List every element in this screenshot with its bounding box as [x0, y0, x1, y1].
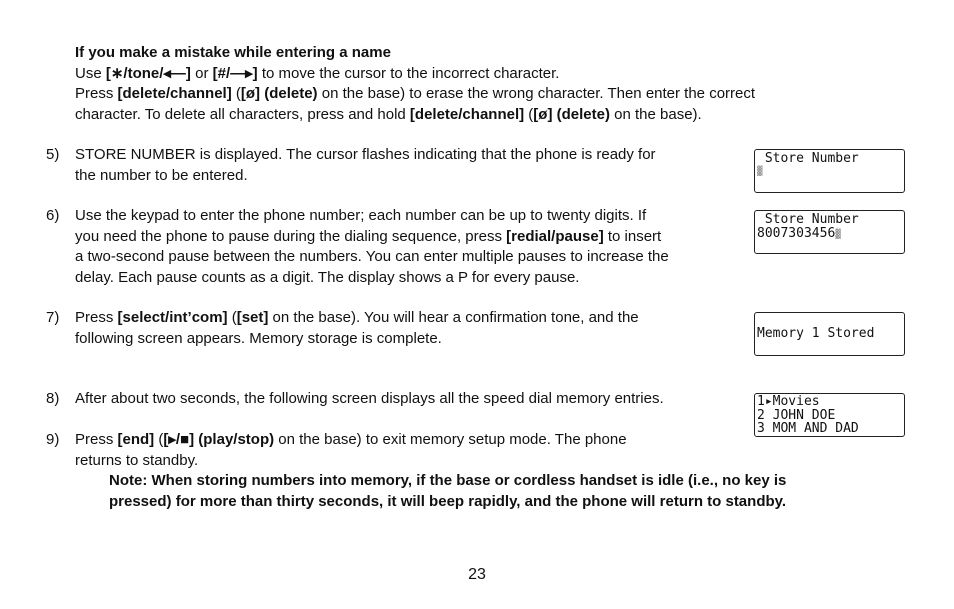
mistake-line-3: character. To delete all characters, press and hold [delete/channel] ([ø] (delete) on the base). — [75, 105, 702, 123]
cursor-icon: ▓ — [757, 166, 763, 177]
step-text: After about two seconds, the following screen displays all the speed dial memory entries. — [75, 390, 664, 407]
note-line: pressed) for more than thirty seconds, it will beep rapidly, and the phone will return to standby. — [109, 492, 787, 510]
note-line: Note: When storing numbers into memory, if the base or cordless handset is idle (i.e., no key is — [109, 472, 787, 489]
mistake-section — [75, 43, 755, 125]
mistake-heading: If you make a mistake while entering a name — [75, 44, 391, 61]
step-7 — [46, 308, 746, 349]
step-text: Press [end] ([▸/■] (play/stop) on the base) to exit memory setup mode. The phone — [75, 431, 627, 448]
step-number: 8) — [46, 390, 60, 407]
lcd-memory-stored: Memory 1 Stored — [754, 312, 905, 356]
step-text: Use the keypad to enter the phone number; each number can be up to twenty digits. If — [75, 207, 647, 224]
step-text: the number to be entered. — [75, 166, 248, 184]
cursor-icon: ▓ — [835, 229, 841, 240]
step-text: Press [select/int’com] ([set] on the base). You will hear a confirmation tone, and the — [75, 309, 639, 326]
note — [109, 471, 909, 512]
step-text: STORE NUMBER is displayed. The cursor flashes indicating that the phone is ready for — [75, 146, 656, 163]
step-number: 9) — [46, 431, 60, 448]
step-number: 6) — [46, 207, 60, 224]
step-number: 5) — [46, 146, 60, 163]
step-text: you need the phone to pause during the dialing sequence, press [redial/pause] to insert — [75, 227, 662, 245]
step-5 — [46, 145, 746, 186]
lcd-memory-list: 1▸Movies 2 JOHN DOE 3 MOM AND DAD — [754, 393, 905, 437]
step-text: following screen appears. Memory storage is complete. — [75, 329, 442, 347]
mistake-line-1: Use [∗/tone/◂—] or [#/—▸] to move the cursor to the incorrect character. — [75, 64, 560, 82]
step-text: returns to standby. — [75, 451, 199, 469]
mistake-line-2: Press [delete/channel] ([ø] (delete) on the base) to erase the wrong character. Then enter the correct — [75, 85, 756, 102]
step-number: 7) — [46, 309, 60, 326]
page-number: 23 — [468, 566, 486, 583]
step-9 — [46, 430, 746, 471]
lcd-store-number-empty: Store Number ▓ — [754, 149, 905, 193]
step-8 — [46, 389, 746, 410]
step-text: delay. Each pause counts as a digit. The display shows a P for every pause. — [75, 268, 580, 286]
step-text: a two-second pause between the numbers. You can enter multiple pauses to increase the — [75, 248, 669, 265]
lcd-store-number-filled: Store Number 8007303456▓ — [754, 210, 905, 254]
step-6 — [46, 206, 746, 288]
